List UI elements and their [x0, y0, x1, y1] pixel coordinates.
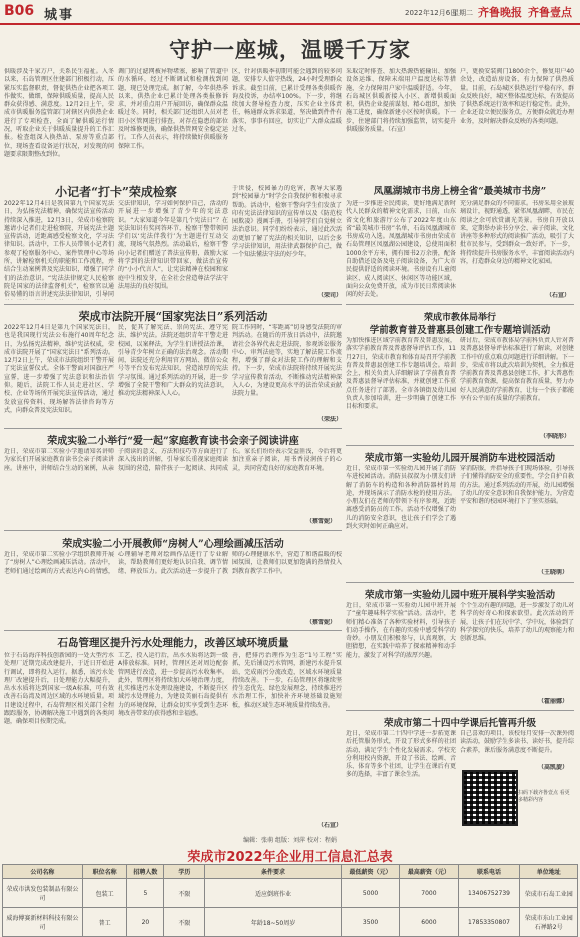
article-title-fire-truck: 荣成市第一实验幼儿园开展消防车进校园活动 — [364, 453, 555, 464]
cell-education: 不限 — [164, 879, 205, 908]
issue-weekday: 星期二 — [452, 9, 473, 17]
article-body-preschool-1: 为加快推进区域学前教育普及普惠发展，落实学前教育普及普惠督导评估工作，11月27日，荣成市教育和体育局召开学前教育普及普惠县创建工作专题培训会。培训会上，相关负责人详细解读了学前教育普及普惠县督导评估标准，并就创建工作重点任务进行了部署。全市各镇街及幼儿园负责人参加培训，进一步明确了创建工作目标和要求。 — [346, 337, 456, 411]
col-header: 单位地址 — [520, 865, 578, 879]
article-body-sewage-1: 位于石岛海洋科技创新园的一处大型污水处理厂近期完成改建提升，于近日开始进行调试，即将投入运行。据悉，该污水处理厂改建提升后，日处理能力大幅提升，出水水质将达到国家一级A标准，可有效改善石岛湾及周边区域的水环境质量。项目建设过程中，石岛管理区相关部门全程跟踪服务，协调解决施工中遇到的各类问题，确保项目按期完成。 — [4, 652, 114, 726]
divider — [346, 582, 574, 583]
cell-min-salary: 5000 — [341, 879, 399, 908]
article-author-after-school: （高凯旋） — [538, 764, 569, 771]
cell-requirements: 年龄18~50周岁 — [205, 908, 342, 937]
divider — [346, 710, 574, 711]
article-body-reading-lecture: 近日，荣成市第二实验小学邀请知名讲师为家长们开展家庭教育读书会亲子阅读讲座。讲座中，讲师结合生动的案例，从亲子阅读的意义、方法和技巧等方面进行了深入浅出的讲解，引导家长重视家庭阅读氛围的营造，陪伴孩子一起阅读、共同成长。家长们纷纷表示受益匪浅，今后将更加注重亲子阅读，用书香浸润孩子的心灵，共同营造良好的家庭教育环境。 — [4, 448, 342, 472]
page-code: B06 — [4, 3, 35, 19]
article-body-preschool-2: 研讨后，荣成市教体局学前科负责人针对普及普惠县督导评估标准进行了解读，对创建工作中的重点难点问题进行详细讲解。下一步，荣成市将以此次培训为契机，全力推进学前教育普及普惠县创建工作，扩大普惠性学前教育资源，提高保育教育质量，努力办好人民满意的学前教育，让每一个孩子都能享有公平而有质量的学前教育。 — [460, 337, 574, 403]
article-title-city-bookroom: 凤凰湖城市书房上榜全省“最美城市书房” — [373, 186, 547, 197]
article-title-court: 荣成市法院开展“国家宪法日”系列活动 — [78, 310, 268, 323]
article-body-court-3: 院工作同时，“零距离”切身感受法院的审判活动。在随后的开放日活动中，法院邀请社会各界代表走进法院，参观诉讼服务中心、审判法庭等，实地了解法院工作流程，增强了群众对法院工作的理解和支持。下一步，荣成市法院将持续开展宪法学习宣传教育活动，不断推动宪法精神深入人心，为建设更高水平的法治荣成贡献法院力量。 — [232, 324, 342, 398]
article-body-teacher-painting: 近日，荣成市第二实验小学组织教师开展了“房树人”心理绘画减压活动。活动中，老师们通过绘画的方式表达内心的情感，心理辅导老师对绘画作品进行了专业解读，帮助教师们更好地认识自我、调节情绪、释放压力。此次活动进一步提升了教师的心理健康水平，营造了和谐温暖的校园氛围，让教师们以更加饱满的热情投入到教育教学工作中。 — [4, 551, 342, 575]
lead-col-4: 采取定时排查、加大热源热能输出、加强设备运维、保障末端用户温度达标等措施，全力保障用户家中温暖舒适。今年，石岛城区供暖新接入小区、新增供暖面积，供热企业提前谋划、精心组织，加快施工进度，确保新建小区按时供暖。下一步，住建部门将持续加强监管，切实提升供暖服务质量。（石宣） — [346, 68, 456, 134]
section-name: 城事 — [44, 8, 75, 23]
article-author-preschool: （李晓形） — [540, 433, 571, 440]
col-header: 学历 — [164, 865, 205, 879]
cell-address: 荣成市东山工业园石禅路2号 — [520, 908, 578, 937]
article-title-reading-lecture: 荣成实验二小举行“爱一起”家庭教育读书会亲子阅读讲座 — [47, 436, 299, 447]
cell-address: 荣成市石岛工业园 — [520, 879, 578, 908]
article-body-after-school-1: 近日，荣成市第二十四中学进一步拓宽课后托管服务形式，开设了形式多样的社团活动，满足学生个性化发展需求。学校充分利用校内资源，开设了书法、绘画、音乐、体育等多个社团，让学生在课后有更多的选择，丰富了课余生活。 — [346, 730, 456, 779]
divider — [4, 530, 342, 531]
article-body-prosecutor-3: 于世侵，校园暴力的危害，教导大家遇到“校园暴力”时学会自我保护和积极寻求帮助。活动中，检察干警向学生们发放了印有宪法法律知识的宣传单以及《防范校园欺凌》漫画手册，引导同学们自觉树立法治意识。同学们纷纷表示，通过此次活动更加了解了宪法的相关知识，以后会多学习法律知识，用法律武器保护自己，做一个知法懂法守法的好少年。 — [232, 185, 342, 259]
table-title: 荣成市2022年企业用工信息汇总表 — [187, 850, 393, 865]
cell-headcount: 5 — [127, 879, 164, 908]
article-title-preschool: 学前教育普及普惠县创建工作专题培训活动 — [369, 325, 551, 336]
article-body-science-1: 近日，荣成市第一实验幼儿园中班开展了“童年趣味科学实验”活动。活动中，老师们精心准备了各种实验材料，引导孩子们动手操作，在有趣的实验中感受科学的奇妙。小朋友们积极参与，认真观察，大胆猜想，在实践中培养了探索精神和动手能力，激发了对科学的浓厚兴趣。 — [346, 602, 456, 659]
cell-education: 不限 — [164, 908, 205, 937]
col-header: 招聘人数 — [127, 865, 164, 879]
article-title-prosecutor: 小记者“打卡”荣成检察 — [55, 185, 177, 199]
issue-date: 2022年12月6日 — [405, 9, 458, 17]
cell-company: 荣成市洪发包装制品有限公司 — [3, 879, 83, 908]
article-body-prosecutor-2: 交法律知识，学习如何保护自己，活动的开展进一步增强了青少年的宪法意识。“大家知道今年是第几个宪法日”？在宪法知识有奖问答环节，检察干警带领同学们以‘宪法伴我行’为主题进行互动交流，现场气氛热烈。活动最后，检察干警向小记者们赠送了普法宣传册，鼓励大家将学到的法律知识带回家，做法治宣传的“小小代言人”，让宪法精神在校园和家庭中生根发芽，在全社会营造尊法学法守法用法的良好氛围。 — [118, 200, 228, 290]
article-author-reading-lecture: （蔡雪妮） — [306, 518, 337, 525]
article-body-fire-truck-1: 近日，荣成市第一实验幼儿园开展了消防车进校园活动。消防员叔叔为小朋友们讲解了消防车的构造和各种消防器材的用途，并现场演示了消防水枪的使用方法。小朋友们在老师的带领下有序参观，近距离感受消防员的工作。活动不仅增强了幼儿的消防安全意识，也让孩子们学会了遇到火灾时如何正确应对。 — [346, 465, 456, 531]
article-title-science: 荣成市第一实验幼儿园中班开展科学实验活动 — [364, 590, 555, 601]
cell-position: 普工 — [82, 908, 126, 937]
divider — [4, 428, 342, 429]
article-title-teacher-painting: 荣成实验二小开展教师“房树人”心理绘画减压活动 — [62, 539, 284, 550]
table-row — [3, 879, 578, 908]
col-header: 最高薪资（元） — [400, 865, 458, 879]
article-pretitle-preschool: 荣成市教体局举行 — [423, 313, 496, 323]
staff-credits: 编辑：张萌 组版：刘萍 校对：程娟 — [243, 837, 337, 844]
col-header: 联系电话 — [458, 865, 520, 879]
article-author-teacher-painting: （蔡雪妮） — [306, 619, 337, 626]
divider — [346, 304, 574, 305]
article-body-city-bookroom-1: 为进一步推进全民阅读，更好地满足新时代人民群众的精神文化需求，日前，山东省文化和旅游厅公布了2022年度山东省“最美城市书房”名单，石岛凤凰湖城市书房成功入选。凤凰湖城市书房由荣成市石岛管理区凤凰湖公园建设，总使用面积1000余平方米，拥有图书2万余册，配备自助借还设备及电子阅读设备，为广大市民提供舒适的阅读环境。书房设有儿童阅读区、成人阅读区、休闲区等功能区域，面向公众免费开放，成为市民日常阅读休闲的好去处。 — [346, 200, 456, 299]
cell-position: 包装工 — [82, 879, 126, 908]
col-header: 公司名称 — [3, 865, 83, 879]
brand-logo-qilu-evening-news: 齐鲁晚报 — [478, 6, 522, 19]
table-header-row — [3, 865, 578, 879]
lead-col-5: 户，更换安装阀门1800余个，修复用户40余处，改造站房设备，有力保障了供热质量。目前，石岛城区供热运行平稳有序，群众反映良好，城区整体温度达标，有效提高了供热系统运行效率和运行稳定性。此外，企业还设立便民服务点，方便群众就近办理业务，及时解决群众反映的各类问题。 — [460, 68, 574, 125]
col-header: 条件要求 — [205, 865, 342, 879]
article-author-sewage: （石宣） — [318, 822, 342, 829]
qr-caption: 扫码下载齐鲁壹点 看更多精彩内容 — [518, 790, 570, 803]
article-body-city-bookroom-2: 充分满足群众的不同需求。书房采用全景玻璃设计，视野通透，紧邻凤凰湖畔，市民在阅读之余可欣赏湖光美景。书房自开放以来，定期举办读书分享会、亲子阅读、文化讲座等多种形式的阅读推广活动，吸引了大批市民参与，受到群众一致好评。下一步，将持续提升书房服务水平，丰富阅读活动内容，打造群众身边的精神文化家园。 — [460, 200, 574, 266]
qr-code-icon[interactable] — [462, 770, 518, 826]
main-headline: 守护一座城，温暖千万家 — [169, 37, 411, 62]
article-author-prosecutor: （荣司） — [318, 292, 342, 299]
article-author-court: （荣法） — [318, 416, 342, 423]
cell-max-salary: 7000 — [400, 879, 458, 908]
cell-requirements: 适应倒班作业 — [205, 879, 342, 908]
divider — [346, 445, 574, 446]
lead-col-1: 供暖涉及千家万户，关系民生福祉。入冬以来，石岛管理区住建部门积极行动，压紧压实监督职责，督促供热企业把各项工作做实、做细，保障供暖质量，提高人民群众获得感、满意度。12月2日上午，荣成市供暖服务监管部门对辖区内供热企业进行了专项检查，全面了解供暖运行情况，听取企业关于供暖质量提升的工作汇报。检查组深入换热站、泵房等重点部位，现场查看设备运行状况，对发现的问题要求限期整改到位。 — [4, 68, 114, 158]
employment-table — [2, 864, 578, 937]
lead-col-3: 区，针对供暖季初期可能会遇到的较多问题，安排专人值守热线，24小时受理群众诉求。截至目前，已累计受理各类供暖咨询及投诉，办结率100%。下一步，将继续加大督导检查力度，压实企业主体责任，畅通群众诉求渠道，坚决做到件件有落实、事事有回应，切实让广大群众温暖过冬。 — [232, 68, 342, 134]
table-row — [3, 908, 578, 937]
article-body-science-2: 个个生动有趣的问题，进一步激发了幼儿对科学的好奇心和探索欲望。此次活动的开展，让孩子们在玩中学、学中玩，体验到了科学探究的快乐，培养了幼儿的观察能力和创新思维。 — [460, 602, 574, 643]
cell-phone: 17853350807 — [458, 908, 520, 937]
article-body-sewage-3: 善，把排污治理作为生态“1号工程”实抓，先后铺设污水管网，新建污水提升泵站，完成雨污分流改造，区域水环境质量持续改善。下一步，石岛管理区将继续坚持生态优先、绿色发展理念，持续推进污水治理工作，加快补齐环境基础设施短板，推动区域生态环境质量持续改善。 — [232, 652, 342, 709]
brand-logo-qilu-yidian: 齐鲁壹点 — [528, 6, 572, 19]
article-author-city-bookroom: （石宣） — [546, 292, 571, 299]
cell-headcount: 20 — [127, 908, 164, 937]
article-body-prosecutor-1: 2022年12月4日是我国第九个国家宪法日，为弘扬宪法精神，确保宪法宣传活动持续深入推进，12月3日，荣成市检察院邀请小记者们走进检察院，开展宪法主题宣传活动，近距离感受检察文化，学习法律知识。活动中，工作人员带领小记者们参观了检察服务中心、案件管理中心等场所，讲解检察机关的职能和工作流程，并结合生动案例普及宪法知识，增强了同学们的法治意识。“宪法法律规定人民检察院是国家的法律监督机关”，检察官以通俗易懂的语言讲述宪法法律知识，引导同 — [4, 200, 114, 299]
article-body-after-school-2: 自己喜欢的项目，该校每月安排一次课外阅读活动，鼓励学生多读书、读好书，提升综合素养，课后服务满意度不断提升。 — [460, 730, 574, 754]
divider — [4, 630, 342, 631]
article-body-sewage-2: 工艺，投入运行后，出水水质将达到一级A排放标准。同时，管理区还对周边配套管网进行改造，进一步提高污水收集率。此外，管理区将持续加大环境治理力度，扎实推进污水处理设施建设，不断提升区域污水处理能力，为建设美丽石岛提供有力的环境保障，让群众切实享受到生态环境改善带来的获得感和幸福感。 — [118, 652, 228, 718]
col-header: 最低薪资（元） — [341, 865, 399, 879]
lead-col-2: 调门的过滤网被异物堵塞，影响了管道中的水循环，经过不断调试和检测找到问题，现已处理完成。据了解，今年供热季以来，供热企业已累计处理各类报修诉求，并对重点用户开展回访，确保群众温暖过冬。同时，相关部门还组织人员对老旧小区管网进行排查，对存在隐患的部位及时维修更换，确保供热管网安全稳定运行。工作人员表示，将持续做好供暖服务保障工作。 — [118, 68, 228, 150]
cell-company: 威海傅赛新材料科技有限公司 — [3, 908, 83, 937]
col-header: 职位名称 — [82, 865, 126, 879]
article-body-court-1: 2022年12月4日是第九个国家宪法日，也是我国现行宪法公布施行40周年纪念日，为弘扬宪法精神，维护宪法权威，荣成市法院开展了“国家宪法日”系列活动。12月2日上午，荣成市法院组织干警开展了宪法宣誓仪式。全体干警面对国旗庄严宣誓，进一步增强了宪法意识和法治信仰。随后，法院工作人员走进社区、学校、企业等场所开展宪法宣传活动，通过发放宣传资料、现场解答法律咨询等方式，向群众普及宪法知识。 — [4, 324, 114, 414]
cell-phone: 13406752739 — [458, 879, 520, 908]
divider — [4, 304, 342, 305]
article-title-after-school: 荣成市第二十四中学课后托管再升级 — [383, 718, 536, 729]
article-author-fire-truck: （王晓萌） — [538, 569, 569, 576]
article-body-court-2: 民，促其了解宪法、崇尚宪法、遵守宪法、维护宪法。法院还组织青年干警走进校园，以案释法，为学生们讲授法治课，引导青少年树立正确的法治观念。活动期间，法院还充分利用官方网站、微信公众号等平台发布宪法知识，营造浓厚的宪法学习氛围。通过系列活动的开展，进一步增强了全院干警和广大群众的宪法意识，推动宪法精神深入人心。 — [118, 324, 228, 398]
cell-max-salary: 6000 — [400, 908, 458, 937]
cell-min-salary: 3500 — [341, 908, 399, 937]
header-divider — [0, 23, 580, 25]
article-body-fire-truck-2: 穿消防服，并指导孩子们现场体验，引导孩子们懂得消防安全的重要性，学会自护自救的方法。通过系列活动的开展，幼儿园增强了幼儿的安全意识和自我保护能力，为营造平安和谐的校园环境打下了坚实基础。 — [460, 465, 574, 506]
article-title-sewage: 石岛管理区提升污水处理能力，改善区域环境质量 — [57, 637, 289, 649]
article-author-science: （霍丽娜） — [538, 698, 569, 705]
